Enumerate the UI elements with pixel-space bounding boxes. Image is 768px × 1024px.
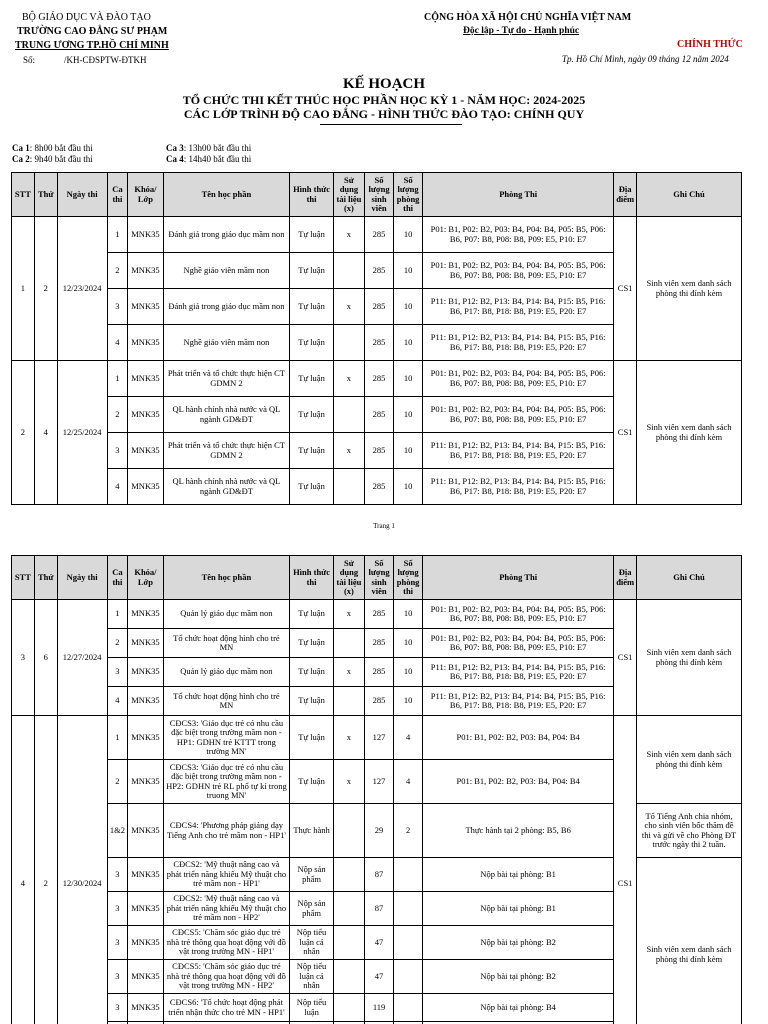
table-cell: MNK35: [128, 469, 163, 505]
table-cell: Phát triển và tổ chức thực hiện CT GDMN 2: [163, 361, 290, 397]
table-cell: 47: [365, 926, 394, 960]
table-cell: Tự luận: [290, 361, 334, 397]
table-cell: MNK35: [128, 600, 163, 629]
col-header: Phòng Thi: [423, 173, 614, 217]
table-cell: 4: [107, 325, 128, 361]
table-cell: 3: [107, 994, 128, 1022]
col-header: Sử dụng tài liệu (x): [333, 556, 364, 600]
table-cell: x: [333, 760, 364, 804]
shift-3: Ca 3: 13h00 bắt đầu thi: [166, 143, 252, 153]
table-cell: x: [333, 217, 364, 253]
table-cell: MNK35: [128, 433, 163, 469]
table-cell: MNK35: [128, 716, 163, 760]
table-cell: 2: [107, 253, 128, 289]
shift-2: Ca 2: 9h40 bắt đầu thi: [12, 154, 93, 164]
table-cell: 12/27/2024: [57, 600, 107, 716]
doc-title: KẾ HOẠCH: [342, 76, 426, 92]
table-cell: 3: [107, 658, 128, 687]
table-cell: P11: B1, P12: B2, P13: B4, P14: B4, P15: B5, P16: B6, P17: B8, P18: B8, P19: E5, P20: E7: [423, 289, 614, 325]
table-row: [12, 361, 742, 397]
table-cell: 12/23/2024: [57, 217, 107, 361]
table-cell: 10: [394, 658, 423, 687]
table-cell: 285: [365, 289, 394, 325]
table-cell: 47: [365, 960, 394, 994]
table-cell: Tự luận: [290, 469, 334, 505]
table-cell: MNK35: [128, 397, 163, 433]
table-cell: 285: [365, 361, 394, 397]
table-cell: 10: [394, 600, 423, 629]
table-cell: [333, 804, 364, 858]
table-cell: MNK35: [128, 926, 163, 960]
table-cell: Nộp sản phẩm: [290, 858, 334, 892]
table-cell: [394, 994, 423, 1022]
table-row: [12, 600, 742, 629]
doc-date: Tp. Hồ Chí Minh, ngày 09 tháng 12 năm 2024: [562, 54, 729, 64]
table-cell: 2: [12, 361, 35, 505]
table-cell: Sinh viên xem danh sách phòng thi đính kèm: [637, 217, 742, 361]
table-cell: [333, 325, 364, 361]
table-cell: 285: [365, 325, 394, 361]
shift-1: Ca 1: 8h00 bắt đầu thi: [12, 143, 93, 153]
table-cell: Quản lý giáo dục mầm non: [163, 658, 290, 687]
table-cell: 3: [107, 433, 128, 469]
table-cell: 2: [107, 397, 128, 433]
table-cell: CS1: [614, 716, 637, 1024]
table-cell: 4: [107, 687, 128, 716]
table-cell: P01: B1, P02: B2, P03: B4, P04: B4, P05: B5, P06: B6, P07: B8, P08: B8, P09: E5, P10: E7: [423, 253, 614, 289]
table-row: [12, 716, 742, 760]
table-cell: 3: [107, 892, 128, 926]
table-cell: x: [333, 716, 364, 760]
table-cell: CS1: [614, 361, 637, 505]
col-header: Ghi Chú: [637, 556, 742, 600]
table-cell: 12/30/2024: [57, 716, 107, 1024]
table-cell: MNK35: [128, 629, 163, 658]
table-cell: MNK35: [128, 994, 163, 1022]
republic: CỘNG HÒA XÃ HỘI CHỦ NGHĨA VIỆT NAM: [424, 12, 632, 23]
table-cell: x: [333, 600, 364, 629]
table-cell: 2: [107, 629, 128, 658]
table-cell: Tự luận: [290, 325, 334, 361]
col-header: Ca thi: [107, 173, 128, 217]
table-cell: 87: [365, 858, 394, 892]
table-cell: Thực hành: [290, 804, 334, 858]
table-cell: 12/25/2024: [57, 361, 107, 505]
col-header: Khóa/ Lớp: [128, 173, 163, 217]
table-cell: 10: [394, 469, 423, 505]
col-header: Địa điểm: [614, 556, 637, 600]
col-header: Số lượng phòng thi: [394, 173, 423, 217]
table-cell: 1&2: [107, 804, 128, 858]
table-cell: [333, 397, 364, 433]
table-cell: Tổ Tiếng Anh chia nhóm, cho sinh viên bốc thăm đề thi và gửi về cho Phòng ĐT trước ngày thi 2 tuần.: [637, 804, 742, 858]
table-cell: 1: [107, 600, 128, 629]
table-cell: 87: [365, 892, 394, 926]
table-cell: QL hành chính nhà nước và QL ngành GD&ĐT: [163, 397, 290, 433]
table-cell: x: [333, 289, 364, 325]
doc-subtitle: TỔ CHỨC THI KẾT THÚC HỌC PHẦN HỌC KỲ 1 - NĂM HỌC: 2024-2025: [182, 93, 586, 107]
col-header: STT: [12, 556, 35, 600]
col-header: Hình thức thi: [290, 556, 334, 600]
doc-no: /KH-CĐSPTW-ĐTKH: [64, 55, 147, 65]
col-header: Địa điểm: [614, 173, 637, 217]
table-cell: 10: [394, 217, 423, 253]
table-cell: Sinh viên xem danh sách phòng thi đính kèm: [637, 361, 742, 505]
table-cell: CĐCS3: 'Giáo dục trẻ có nhu cầu đặc biệt trong trường mầm non - HP1: GDHN trẻ KTTT trong trường MN': [163, 716, 290, 760]
table-cell: MNK35: [128, 217, 163, 253]
table-cell: Nộp sản phẩm: [290, 892, 334, 926]
shift-4: Ca 4: 14h40 bắt đầu thi: [166, 154, 252, 164]
table-cell: CS1: [614, 217, 637, 361]
table-cell: [333, 926, 364, 960]
table-cell: 4: [394, 716, 423, 760]
table-cell: P01: B1, P02: B2, P03: B4, P04: B4, P05: B5, P06: B6, P07: B8, P08: B8, P09: E5, P10: E7: [423, 397, 614, 433]
table-cell: Nộp bài tại phòng: B2: [423, 960, 614, 994]
table-cell: P11: B1, P12: B2, P13: B4, P14: B4, P15: B5, P16: B6, P17: B8, P18: B8, P19: E5, P20: E7: [423, 658, 614, 687]
table-cell: [333, 687, 364, 716]
table-cell: Sinh viên xem danh sách phòng thi đính kèm: [637, 716, 742, 804]
table-cell: 10: [394, 253, 423, 289]
table-cell: Tự luận: [290, 760, 334, 804]
table-cell: CS1: [614, 600, 637, 716]
table-cell: 1: [12, 217, 35, 361]
table-cell: x: [333, 361, 364, 397]
table-row: [12, 217, 742, 253]
table-cell: 2: [34, 716, 57, 1024]
table-cell: Tự luận: [290, 600, 334, 629]
col-header: Khóa/ Lớp: [128, 556, 163, 600]
col-header: Sử dụng tài liệu (x): [333, 173, 364, 217]
table-cell: MNK35: [128, 858, 163, 892]
page-footer: Trang 1: [373, 522, 395, 530]
table-cell: Quản lý giáo dục mầm non: [163, 600, 290, 629]
table-cell: Nộp bài tại phòng: B1: [423, 892, 614, 926]
table-cell: P01: B1, P02: B2, P03: B4, P04: B4, P05: B5, P06: B6, P07: B8, P08: B8, P09: E5, P10: E7: [423, 600, 614, 629]
table-cell: Tự luận: [290, 289, 334, 325]
col-header: Ngày thi: [57, 173, 107, 217]
table-cell: P01: B1, P02: B2, P03: B4, P04: B4: [423, 760, 614, 804]
table-cell: P11: B1, P12: B2, P13: B4, P14: B4, P15: B5, P16: B6, P17: B8, P18: B8, P19: E5, P20: E7: [423, 325, 614, 361]
table-cell: Tự luận: [290, 253, 334, 289]
table-cell: CĐCS5: 'Chăm sóc giáo dục trẻ nhà trẻ thông qua hoạt động với đồ vật trong trường MN - HP1': [163, 926, 290, 960]
table-cell: P01: B1, P02: B2, P03: B4, P04: B4, P05: B5, P06: B6, P07: B8, P08: B8, P09: E5, P10: E7: [423, 361, 614, 397]
official-stamp: CHÍNH THỨC: [677, 39, 743, 50]
table-cell: Nghề giáo viên mầm non: [163, 325, 290, 361]
table-cell: MNK35: [128, 687, 163, 716]
table-cell: Tổ chức hoạt động hình cho trẻ MN: [163, 629, 290, 658]
table-cell: 4: [394, 760, 423, 804]
exam-table-2: [11, 555, 742, 1024]
table-cell: 1: [107, 361, 128, 397]
table-cell: 127: [365, 760, 394, 804]
col-header: Số lượng sinh viên: [365, 556, 394, 600]
table-cell: CĐCS3: 'Giáo dục trẻ có nhu cầu đặc biệt trong trường mầm non - HP2: GDHN trẻ RL phổ tự kỉ trong truong MN': [163, 760, 290, 804]
table-cell: [333, 892, 364, 926]
table-cell: 285: [365, 253, 394, 289]
table-cell: Nộp bài tại phòng: B1: [423, 858, 614, 892]
col-header: Số lượng phòng thi: [394, 556, 423, 600]
table-cell: 4: [34, 361, 57, 505]
table-cell: CĐCS6: 'Tổ chức hoạt động phát triển nhận thức cho trẻ MN - HP1': [163, 994, 290, 1022]
table-cell: Nghề giáo viên mầm non: [163, 253, 290, 289]
table-cell: Sinh viên xem danh sách phòng thi đính kèm: [637, 858, 742, 1024]
table-cell: [394, 892, 423, 926]
table-cell: 127: [365, 716, 394, 760]
table-cell: [394, 858, 423, 892]
table-cell: Tự luận: [290, 716, 334, 760]
table-cell: CĐCS5: 'Chăm sóc giáo dục trẻ nhà trẻ thông qua hoạt động với đồ vật trong trường MN - HP2': [163, 960, 290, 994]
col-header: Tên học phần: [163, 556, 290, 600]
table-cell: Tự luận: [290, 687, 334, 716]
table-cell: P11: B1, P12: B2, P13: B4, P14: B4, P15: B5, P16: B6, P17: B8, P18: B8, P19: E5, P20: E7: [423, 687, 614, 716]
col-header: Phòng Thi: [423, 556, 614, 600]
table-cell: 285: [365, 687, 394, 716]
ministry: BỘ GIÁO DỤC VÀ ĐÀO TẠO: [22, 12, 151, 23]
table-cell: 6: [34, 600, 57, 716]
table-cell: MNK35: [128, 658, 163, 687]
table-cell: 2: [394, 804, 423, 858]
table-cell: 10: [394, 687, 423, 716]
table-cell: 285: [365, 433, 394, 469]
table-cell: Đánh giá trong giáo dục mầm non: [163, 217, 290, 253]
table-cell: Tự luận: [290, 433, 334, 469]
table-cell: x: [333, 658, 364, 687]
table-cell: MNK35: [128, 960, 163, 994]
table-cell: 3: [107, 858, 128, 892]
table-cell: Phát triển và tổ chức thực hiện CT GDMN 2: [163, 433, 290, 469]
table-cell: P11: B1, P12: B2, P13: B4, P14: B4, P15: B5, P16: B6, P17: B8, P18: B8, P19: E5, P20: E7: [423, 469, 614, 505]
table-cell: [333, 994, 364, 1022]
table-cell: Nộp tiểu luận cá nhân: [290, 926, 334, 960]
table-cell: MNK35: [128, 325, 163, 361]
doc-subtitle-2: CÁC LỚP TRÌNH ĐỘ CAO ĐẲNG - HÌNH THỨC ĐÀO TẠO: CHÍNH QUY: [183, 107, 585, 121]
col-header: Ngày thi: [57, 556, 107, 600]
table-cell: 285: [365, 658, 394, 687]
table-cell: Tự luận: [290, 629, 334, 658]
title-rule: [320, 124, 462, 125]
table-cell: QL hành chính nhà nước và QL ngành GD&ĐT: [163, 469, 290, 505]
table-cell: MNK35: [128, 253, 163, 289]
school-2: TRUNG ƯƠNG TP.HỒ CHÍ MINH: [15, 40, 169, 51]
col-header: Thứ: [34, 173, 57, 217]
table-cell: Thực hành tại 2 phòng: B5, B6: [423, 804, 614, 858]
table-cell: MNK35: [128, 361, 163, 397]
table-cell: 4: [107, 469, 128, 505]
table-cell: 285: [365, 217, 394, 253]
table-cell: 3: [107, 926, 128, 960]
table-cell: P01: B1, P02: B2, P03: B4, P04: B4: [423, 716, 614, 760]
col-header: STT: [12, 173, 35, 217]
table-cell: 2: [34, 217, 57, 361]
table-cell: [333, 629, 364, 658]
table-cell: 1: [107, 217, 128, 253]
table-cell: Tổ chức hoạt động hình cho trẻ MN: [163, 687, 290, 716]
table-cell: 3: [107, 960, 128, 994]
col-header: Số lượng sinh viên: [365, 173, 394, 217]
table-cell: 2: [107, 760, 128, 804]
table-cell: [333, 960, 364, 994]
table-cell: Tự luận: [290, 217, 334, 253]
table-cell: 10: [394, 629, 423, 658]
table-cell: MNK35: [128, 760, 163, 804]
table-cell: [333, 858, 364, 892]
table-cell: 10: [394, 433, 423, 469]
table-cell: CĐCS4: 'Phương pháp giảng dạy Tiếng Anh cho trẻ mầm non - HP1': [163, 804, 290, 858]
table-cell: CĐCS2: 'Mỹ thuật nâng cao và phát triển năng khiếu Mỹ thuật cho trẻ mầm non - HP2': [163, 892, 290, 926]
table-cell: Tự luận: [290, 397, 334, 433]
table-cell: 1: [107, 716, 128, 760]
table-cell: MNK35: [128, 289, 163, 325]
table-cell: P01: B1, P02: B2, P03: B4, P04: B4, P05: B5, P06: B6, P07: B8, P08: B8, P09: E5, P10: E7: [423, 217, 614, 253]
table-cell: 3: [107, 289, 128, 325]
table-cell: 3: [12, 600, 35, 716]
table-cell: 285: [365, 600, 394, 629]
col-header: Ghi Chú: [637, 173, 742, 217]
table-cell: Nộp bài tại phòng: B2: [423, 926, 614, 960]
table-cell: 10: [394, 289, 423, 325]
table-cell: [333, 253, 364, 289]
table-cell: 29: [365, 804, 394, 858]
table-cell: 119: [365, 994, 394, 1022]
table-cell: 10: [394, 397, 423, 433]
table-cell: P11: B1, P12: B2, P13: B4, P14: B4, P15: B5, P16: B6, P17: B8, P18: B8, P19: E5, P20: E7: [423, 433, 614, 469]
table-cell: Nộp tiểu luận: [290, 994, 334, 1022]
table-cell: [394, 926, 423, 960]
table-cell: [333, 469, 364, 505]
table-cell: Nộp tiểu luận cá nhân: [290, 960, 334, 994]
table-cell: MNK35: [128, 892, 163, 926]
table-cell: Nộp bài tại phòng: B4: [423, 994, 614, 1022]
col-header: Ca thi: [107, 556, 128, 600]
table-cell: 285: [365, 397, 394, 433]
table-cell: [394, 960, 423, 994]
doc-no-label: Số:: [23, 55, 36, 65]
table-cell: P01: B1, P02: B2, P03: B4, P04: B4, P05: B5, P06: B6, P07: B8, P08: B8, P09: E5, P10: E7: [423, 629, 614, 658]
table-cell: 10: [394, 361, 423, 397]
exam-table-1: [11, 172, 742, 505]
col-header: Thứ: [34, 556, 57, 600]
table-cell: x: [333, 433, 364, 469]
motto: Độc lập - Tự do - Hạnh phúc: [463, 26, 580, 36]
table-cell: Tự luận: [290, 658, 334, 687]
table-cell: CĐCS2: 'Mỹ thuật nâng cao và phát triển năng khiếu Mỹ thuật cho trẻ mầm non - HP1': [163, 858, 290, 892]
table-cell: 285: [365, 469, 394, 505]
table-cell: Sinh viên xem danh sách phòng thi đính kèm: [637, 600, 742, 716]
table-cell: 4: [12, 716, 35, 1024]
col-header: Tên học phần: [163, 173, 290, 217]
table-cell: 285: [365, 629, 394, 658]
table-cell: MNK35: [128, 804, 163, 858]
table-cell: 10: [394, 325, 423, 361]
col-header: Hình thức thi: [290, 173, 334, 217]
table-cell: Đánh giá trong giáo dục mầm non: [163, 289, 290, 325]
school: TRƯỜNG CAO ĐẲNG SƯ PHẠM: [17, 26, 168, 37]
